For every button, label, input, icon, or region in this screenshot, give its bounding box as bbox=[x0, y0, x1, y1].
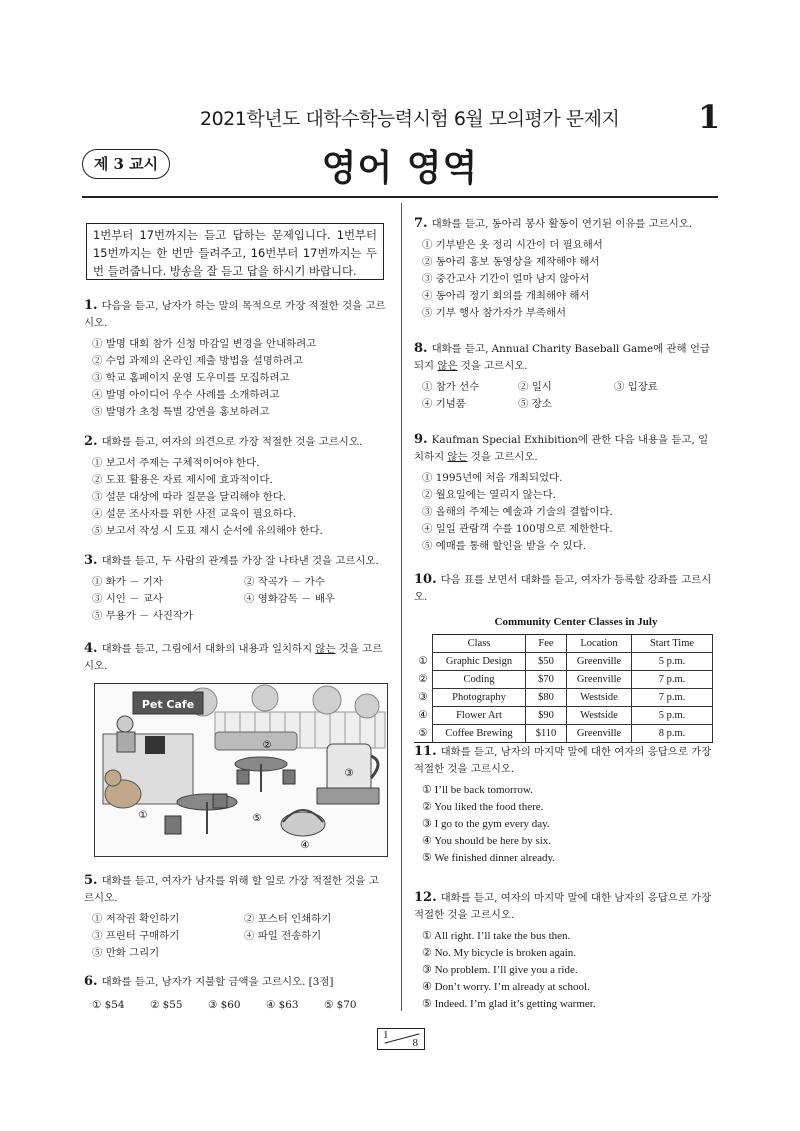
cafe-illustration bbox=[94, 683, 388, 857]
question-stem: 3. 대화를 듣고, 두 사람의 관계를 가장 잘 나타낸 것을 고르시오. bbox=[84, 553, 379, 568]
question-number: 11. bbox=[414, 744, 437, 759]
question-stem: 10. 다음 표를 보면서 대화를 듣고, 여자가 등록할 강좌를 고르시오. bbox=[414, 572, 712, 603]
answer-option[interactable]: ② 일시 bbox=[518, 381, 552, 393]
question-6 bbox=[84, 973, 386, 1014]
total-pages: 8 bbox=[412, 1037, 418, 1049]
question-number: 6. bbox=[84, 974, 98, 989]
table-row[interactable]: ① Graphic Design $50 Greenville 5 p.m. bbox=[414, 653, 713, 671]
question-number: 7. bbox=[414, 216, 428, 231]
question-number: 10. bbox=[414, 572, 437, 587]
current-page: 1 bbox=[383, 1029, 389, 1041]
answer-option[interactable]: ④ $63 bbox=[266, 999, 299, 1011]
table-row[interactable]: ⑤ Coffee Brewing $110 Greenville 8 p.m. bbox=[414, 725, 713, 743]
answer-option[interactable]: ⑤ We finished dinner already. bbox=[422, 852, 555, 864]
answer-option[interactable]: ① 참가 선수 bbox=[422, 381, 480, 393]
answer-option[interactable]: ① 1995년에 처음 개최되었다. bbox=[422, 472, 563, 484]
question-stem: 8. 대화를 듣고, Annual Charity Baseball Game에 관해 언급되지 않은 것을 고르시오. bbox=[414, 341, 710, 372]
cafe-scene-drawing bbox=[95, 684, 387, 856]
question-number: 4. bbox=[84, 641, 98, 656]
answer-option[interactable]: ③ 올해의 주제는 예술과 기술의 결합이다. bbox=[422, 506, 613, 518]
question-stem: 2. 대화를 듣고, 여자의 의견으로 가장 적절한 것을 고르시오. bbox=[84, 434, 363, 449]
row-label: ③ bbox=[418, 692, 428, 703]
question-9 bbox=[414, 431, 718, 555]
question-stem: 1. 다음을 듣고, 남자가 하는 말의 목적으로 가장 적절한 것을 고르시오. bbox=[84, 298, 386, 329]
column-header: Fee bbox=[526, 635, 567, 653]
question-11 bbox=[414, 743, 718, 867]
cafe-sign: Pet Cafe bbox=[141, 698, 195, 711]
question-stem: 11. 대화를 듣고, 남자의 마지막 말에 대한 여자의 응답으로 가장 적절한 것을 고르시오. bbox=[414, 744, 712, 775]
answer-option[interactable]: ④ 영화감독 － 배우 bbox=[244, 593, 335, 605]
question-3 bbox=[84, 552, 386, 625]
page-counter bbox=[377, 1028, 425, 1050]
answer-option[interactable]: ② 포스터 인쇄하기 bbox=[244, 913, 332, 925]
column-header: Location bbox=[567, 635, 632, 653]
answer-option[interactable]: ③ 설문 대상에 따라 질문을 달리해야 한다. bbox=[92, 491, 287, 503]
answer-option[interactable]: ④ 발명 아이디어 우수 사례를 소개하려고 bbox=[92, 389, 280, 401]
answer-option[interactable]: ① 기부받은 옷 정리 시간이 더 필요해서 bbox=[422, 239, 603, 251]
answer-option[interactable]: ① 보고서 주제는 구체적이어야 한다. bbox=[92, 457, 260, 469]
answer-option[interactable]: ⑤ 보고서 작성 시 도표 제시 순서에 유의해야 한다. bbox=[92, 525, 323, 537]
question-stem: 4. 대화를 듣고, 그림에서 대화의 내용과 일치하지 않는 것을 고르시오. bbox=[84, 641, 383, 672]
question-12 bbox=[414, 889, 718, 1013]
answer-option[interactable]: ③ I go to the gym every day. bbox=[422, 818, 550, 830]
answer-option[interactable]: ⑤ 기부 행사 참가자가 부족해서 bbox=[422, 307, 567, 319]
row-label: ⑤ bbox=[414, 725, 433, 743]
question-1 bbox=[84, 297, 386, 421]
answer-option[interactable]: ③ 중간고사 기간이 얼마 남지 않아서 bbox=[422, 273, 590, 285]
answer-option[interactable]: ⑤ 예매를 통해 할인을 받을 수 있다. bbox=[422, 540, 586, 552]
answer-option[interactable]: ⑤ 발명가 초청 특별 강연을 홍보하려고 bbox=[92, 406, 270, 418]
question-number: 8. bbox=[414, 341, 428, 356]
question-10 bbox=[414, 571, 718, 743]
answer-option[interactable]: ② No. My bicycle is broken again. bbox=[422, 947, 577, 959]
answer-option[interactable]: ④ 동아리 정기 회의를 개최해야 해서 bbox=[422, 290, 590, 302]
question-4 bbox=[84, 640, 386, 675]
answer-option[interactable]: ④ You should be here by six. bbox=[422, 835, 552, 847]
page-number: 1 bbox=[698, 98, 721, 136]
question-5 bbox=[84, 872, 386, 962]
answer-option[interactable]: ② 동아리 홍보 동영상을 제작해야 해서 bbox=[422, 256, 600, 268]
answer-option[interactable]: ③ 프린터 구매하기 bbox=[92, 930, 180, 942]
question-stem: 5. 대화를 듣고, 여자가 남자를 위해 할 일로 가장 적절한 것을 고르시오. bbox=[84, 873, 379, 904]
table-header-row bbox=[414, 635, 713, 653]
session-badge: 제 3 교시 bbox=[82, 149, 170, 179]
answer-option[interactable]: ④ 일일 관람객 수를 100명으로 제한한다. bbox=[422, 523, 613, 535]
answer-option[interactable]: ① 저작권 확인하기 bbox=[92, 913, 180, 925]
row-label: ④ bbox=[418, 710, 428, 721]
subject-title: 영어 영역 bbox=[321, 148, 479, 189]
image-label: ② bbox=[262, 740, 272, 751]
answer-option[interactable]: ③ 학교 홈페이지 운영 도우미를 모집하려고 bbox=[92, 372, 290, 384]
image-label: ① bbox=[138, 810, 148, 821]
image-label: ④ bbox=[300, 840, 310, 851]
answer-option[interactable]: ① $54 bbox=[92, 999, 125, 1011]
answer-option[interactable]: ② 도표 활용은 자료 제시에 효과적이다. bbox=[92, 474, 273, 486]
answer-option[interactable]: ② 수업 과제의 온라인 제출 방법을 설명하려고 bbox=[92, 355, 303, 367]
column-divider bbox=[401, 203, 402, 1011]
answer-option[interactable]: ④ 기념품 bbox=[422, 398, 466, 410]
question-number: 3. bbox=[84, 553, 98, 568]
question-stem: 9. Kaufman Special Exhibition에 관한 다음 내용을 듣고, 일치하지 않는 것을 고르시오. bbox=[414, 432, 709, 463]
answer-option[interactable]: ① All right. I’ll take the bus then. bbox=[422, 930, 571, 942]
row-label: ② bbox=[418, 674, 428, 685]
question-stem: 6. 대화를 듣고, 남자가 지불할 금액을 고르시오. [3점] bbox=[84, 974, 334, 989]
table-row[interactable]: ③ Photography $80 Westside 7 p.m. bbox=[414, 689, 713, 707]
question-8 bbox=[414, 340, 718, 413]
answer-option[interactable]: ③ $60 bbox=[208, 999, 241, 1011]
question-stem: 7. 대화를 듣고, 동아리 봉사 활동이 연기된 이유를 고르시오. bbox=[414, 216, 693, 231]
answer-option[interactable]: ① 화가 － 기자 bbox=[92, 576, 163, 588]
answer-option[interactable]: ⑤ 장소 bbox=[518, 398, 552, 410]
answer-option[interactable]: ③ 시인 － 교사 bbox=[92, 593, 163, 605]
answer-option[interactable]: ④ 파일 전송하기 bbox=[244, 930, 322, 942]
question-2 bbox=[84, 433, 386, 540]
table-row[interactable]: ④ Flower Art $90 Westside 5 p.m. bbox=[414, 707, 713, 725]
answer-option[interactable]: ① I’ll be back tomorrow. bbox=[422, 784, 533, 796]
table-title: Community Center Classes in July bbox=[494, 616, 658, 628]
column-header: Start Time bbox=[632, 635, 713, 653]
answer-option[interactable]: ⑤ Indeed. I’m glad it’s getting warmer. bbox=[422, 998, 596, 1010]
question-number: 9. bbox=[414, 432, 428, 447]
answer-option[interactable]: ② You liked the food there. bbox=[422, 801, 544, 813]
answer-option[interactable]: ② 작곡가 － 가수 bbox=[244, 576, 325, 588]
header-divider bbox=[82, 196, 718, 198]
image-label: ⑤ bbox=[252, 813, 262, 824]
answer-option[interactable]: ① 발명 대회 참가 신청 마감일 변경을 안내하려고 bbox=[92, 338, 317, 350]
answer-option[interactable]: ⑤ $70 bbox=[324, 999, 357, 1011]
question-7 bbox=[414, 215, 718, 322]
exam-title: 2021학년도 대학수학능력시험 6월 모의평가 문제지 bbox=[200, 108, 620, 130]
answer-option[interactable]: ③ 입장료 bbox=[614, 381, 658, 393]
answer-option[interactable]: ② $55 bbox=[150, 999, 183, 1011]
row-label: ① bbox=[418, 656, 428, 667]
answer-option[interactable]: ④ Don’t worry. I’m already at school. bbox=[422, 981, 590, 993]
question-number: 5. bbox=[84, 873, 98, 888]
answer-option[interactable]: ⑤ 만화 그리기 bbox=[92, 947, 160, 959]
question-number: 2. bbox=[84, 434, 98, 449]
image-label: ③ bbox=[344, 768, 354, 779]
listening-notice: 1번부터 17번까지는 듣고 답하는 문제입니다. 1번부터 15번까지는 한 번만 들려주고, 16번부터 17번까지는 두 번 들려줍니다. 방송을 잘 듣고 답을 하시기 바랍니다. bbox=[86, 223, 384, 280]
question-number: 12. bbox=[414, 890, 437, 905]
table-row[interactable]: ② Coding $70 Greenville 7 p.m. bbox=[414, 671, 713, 689]
question-number: 1. bbox=[84, 298, 98, 313]
classes-table bbox=[414, 634, 713, 743]
answer-option[interactable]: ② 월요일에는 열리지 않는다. bbox=[422, 489, 557, 501]
question-stem: 12. 대화를 듣고, 여자의 마지막 말에 대한 남자의 응답으로 가장 적절한 것을 고르시오. bbox=[414, 890, 712, 921]
column-header: Class bbox=[433, 635, 526, 653]
answer-option[interactable]: ③ No problem. I’ll give you a ride. bbox=[422, 964, 578, 976]
answer-option[interactable]: ⑤ 무용가 － 사진작가 bbox=[92, 610, 193, 622]
answer-option[interactable]: ④ 설문 조사자를 위한 사전 교육이 필요하다. bbox=[92, 508, 297, 520]
